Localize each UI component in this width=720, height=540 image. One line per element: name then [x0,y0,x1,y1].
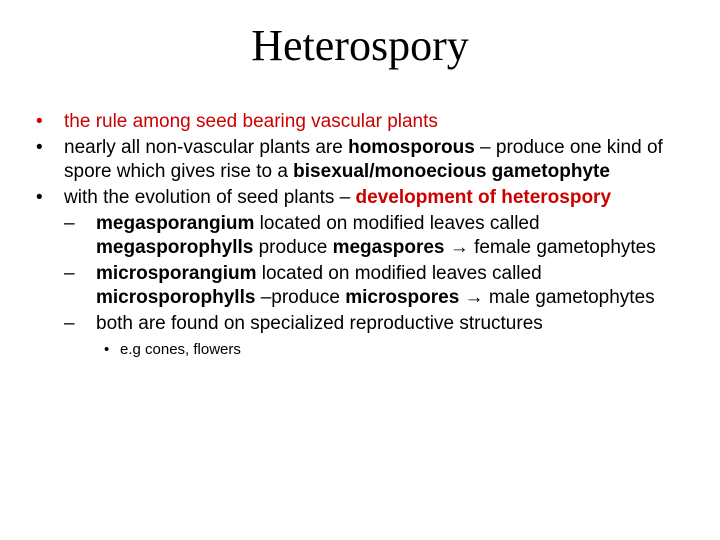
dash-marker: – [64,313,75,334]
subbullet-reproductive-structures [64,312,676,336]
bullet-text-part: male gametophytes [488,287,655,308]
term-homosporous: homosporous [348,137,475,158]
bullet-marker: • [36,111,43,132]
term-microsporangium: microsporangium [96,263,257,284]
bullet-text-part: located on modified leaves called [254,213,540,234]
subsubbullet-examples [104,340,676,360]
term-microspores: microspores [345,287,460,308]
subbullet-megasporangium [64,212,676,260]
bullet-text-part: female gametophytes [474,237,656,258]
bullet-text: the rule among seed bearing vascular plants [64,111,438,132]
bullet-text: both are found on specialized reproductive structures [96,313,543,334]
term-microsporophylls: microsporophylls [96,287,256,308]
slide-title: Heterospory [251,21,469,70]
bullet-text-part: nearly all non-vascular plants are [64,137,349,158]
bullet-text: e.g cones, flowers [120,341,241,358]
arrow-right-icon: → [459,287,489,308]
bullet-text-part: – produce one kind of spore which gives rise to a [64,137,663,182]
bullet-text-part: –produce [255,287,346,308]
term-megasporophylls: megasporophylls [96,237,254,258]
bullet-marker: • [104,341,110,358]
bullet-list [36,110,676,360]
bullet-seed-plants-rule [36,110,676,134]
subbullet-microsporangium [64,262,676,310]
bullet-marker: • [36,137,43,158]
bullet-text-part: located on modified leaves called [256,263,542,284]
bullet-homosporous [36,136,676,184]
bullet-text-part: produce [253,237,333,258]
dash-marker: – [64,213,75,234]
bullet-marker: • [36,187,43,208]
term-megasporangium: megasporangium [96,213,255,234]
bullet-text-part: with the evolution of seed plants – [64,187,356,208]
arrow-right-icon: → [444,237,475,258]
dash-marker: – [64,263,75,284]
term-development-of-heterospory: development of heterospory [355,187,612,208]
term-megaspores: megaspores [332,237,445,258]
bullet-heterospory-evolution [36,186,676,210]
term-bisexual-gametophyte: bisexual/monoecious gametophyte [293,161,610,182]
